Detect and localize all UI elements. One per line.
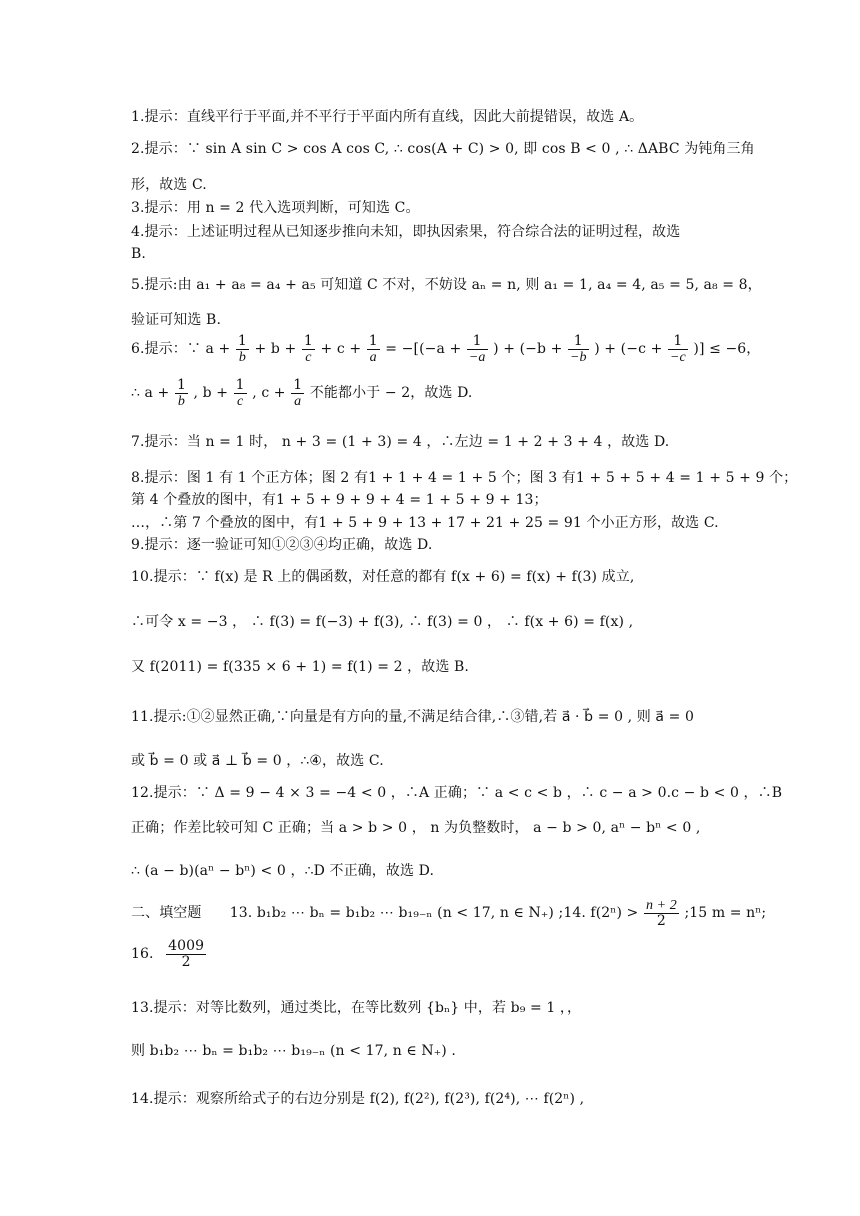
numerator: 1 [668,334,688,350]
numerator: 1 [303,332,313,349]
denominator: b [238,349,246,365]
hint-12-line-1: 12.提示：∵ Δ = 9 − 4 × 3 = −4 < 0 ，∴A 正确；∵ a < c < b ，∴ c − a > 0.c − b < 0 ，∴B [131,785,783,801]
hint-2-line-2: 形，故选 C. [131,177,207,193]
denominator: c [305,349,312,365]
numerator: n + 2 [645,897,677,913]
fraction-1-over-c [302,334,315,365]
hint-6-text: ) + (−c + [594,341,663,357]
hint-10-line-3: 又 f(2011) = f(335 × 6 + 1) = f(1) = 2 ，故选 B. [131,659,469,675]
fraction-1-over-neg-b [568,334,589,365]
hint-6-text: + c + [320,341,362,357]
hint-6-line-2 [131,377,741,415]
hint-5-line-2: 验证可知选 B. [131,312,221,328]
hint-6-line-1 [131,332,761,371]
hint-13-line-2: 则 b₁b₂ ⋯ bₙ = b₁b₂ ⋯ b₁₉₋ₙ (n < 17, n ∈ N₊) . [131,1043,456,1059]
hint-8-line-2: 第 4 个叠放的图中，有1 + 5 + 9 + 9 + 4 = 1 + 5 + 9 + 13； [131,492,548,508]
denominator: −a [468,349,486,365]
denominator: −c [669,349,686,365]
denominator: a [369,349,377,365]
fraction-4009-over-2 [166,939,206,970]
fraction-1-over-a [367,334,380,365]
hint-6-text: + b + [254,341,297,357]
hint-13-line-1: 13.提示：对等比数列，通过类比，在等比数列 {bₙ} 中，若 b₉ = 1 ，， [131,1000,582,1016]
hint-6-text: 6.提示：∵ a + [131,341,231,357]
hint-8-line-1: 8.提示：图 1 有 1 个正方体；图 2 有1 + 1 + 4 = 1 + 5 个；图 3 有1 + 5 + 5 + 4 = 1 + 5 + 9 个； [131,470,798,486]
hint-6-text: = −[(−a + [385,341,462,357]
hint-5-line-1: 5.提示:由 a₁ + a₈ = a₄ + a₅ 可知道 C 不对，不妨设 aₙ = n, 则 a₁ = 1, a₄ = 4, a₅ = 5, a₈ = 8， [131,277,762,293]
hint-10-line-2: ∴可令 x = −3 ， ∴ f(3) = f(−3) + f(3), ∴ f(3) = 0 ， ∴ f(x + 6) = f(x) , [131,614,634,630]
numerator: 1 [293,376,303,393]
hint-6-text: 不能都小于 − 2，故选 D. [309,385,473,401]
fraction-1-over-neg-c [668,334,688,365]
denominator: 2 [656,912,666,929]
denominator: c [236,393,244,409]
hint-6-text: , c + [252,385,286,401]
fraction-1-over-a [291,378,304,409]
hint-8-line-3: …，∴第 7 个叠放的图中，有1 + 5 + 9 + 13 + 17 + 21 + 25 = 91 个小正方形，故选 C. [131,515,719,531]
denominator: a [294,393,302,409]
numerator: 1 [176,376,186,393]
fill-in-answers-line [131,897,767,935]
fill-in-answers-text: 二、填空题 13. b₁b₂ ⋯ bₙ = b₁b₂ ⋯ b₁₉₋ₙ (n < 17, n ∈ N₊) ;14. f(2ⁿ) > [131,905,639,921]
fraction-1-over-b [175,378,188,409]
answer-16-line [131,938,741,976]
hint-12-line-3: ∴ (a − b)(aⁿ − bⁿ) < 0 ，∴D 不正确，故选 D. [131,863,434,879]
hint-10-line-1: 10.提示：∵ f(x) 是 R 上的偶函数，对任意的都有 f(x + 6) = f(x) + f(3) 成立, [131,569,635,585]
hint-6-text: , b + [193,385,229,401]
fraction-1-over-neg-a [467,334,488,365]
hint-12-line-2: 正确；作差比较可知 C 正确；当 a > b > 0 ， n 为负整数时， a − b > 0, aⁿ − bⁿ < 0 , [131,820,701,836]
fraction-1-over-b [236,334,249,365]
hint-6-text: ∴ a + [131,385,170,401]
numerator: 1 [568,334,589,350]
hint-14-line-1: 14.提示：观察所给式子的右边分别是 f(2), f(2²), f(2³), f(2⁴), ⋯ f(2ⁿ) , [131,1091,585,1107]
denominator: b [177,393,186,409]
numerator: 1 [237,332,247,349]
answer-16-label: 16. [131,946,154,962]
numerator: 1 [368,332,378,349]
hint-11-line-1: 11.提示:①②显然正确,∵向量是有方向的量,不满足结合律,∴③错,若 a⃗ · b⃗ = 0 , 则 a⃗ = 0 [131,709,695,725]
hint-4-line-2: B. [131,246,146,262]
numerator: 4009 [168,937,205,954]
numerator: 1 [235,376,245,393]
hint-1: 1.提示：直线平行于平面,并不平行于平面内所有直线，因此大前提错误，故选 A。 [131,109,644,125]
hint-7: 7.提示：当 n = 1 时， n + 3 = (1 + 3) = 4 ，∴左边 = 1 + 2 + 3 + 4 ，故选 D. [131,434,670,450]
hint-6-text: ) + (−b + [493,341,563,357]
hint-9: 9.提示：逐一验证可知①②③④均正确，故选 D. [131,537,433,553]
fraction-1-over-c [234,378,247,409]
hint-2-line-1: 2.提示：∵ sin A sin C > cos A cos C, ∴ cos(A + C) > 0, 即 cos B < 0 , ∴ ΔABC 为钝角三角 [131,141,755,157]
fraction-n-plus-2-over-2 [644,898,679,929]
denominator: −b [569,349,587,365]
fill-in-answers-text: ;15 m = nⁿ; [684,905,767,921]
hint-3: 3.提示：用 n = 2 代入选项判断，可知选 C。 [131,200,420,216]
numerator: 1 [467,334,488,350]
denominator: 2 [181,953,191,970]
hint-11-line-2: 或 b⃗ = 0 或 a⃗ ⊥ b⃗ = 0 ，∴④，故选 C. [131,753,384,769]
hint-4-line-1: 4.提示：上述证明过程从已知逐步推向未知，即执因索果，符合综合法的证明过程，故选 [131,224,681,240]
hint-6-text: )] ≤ −6， [693,341,761,357]
